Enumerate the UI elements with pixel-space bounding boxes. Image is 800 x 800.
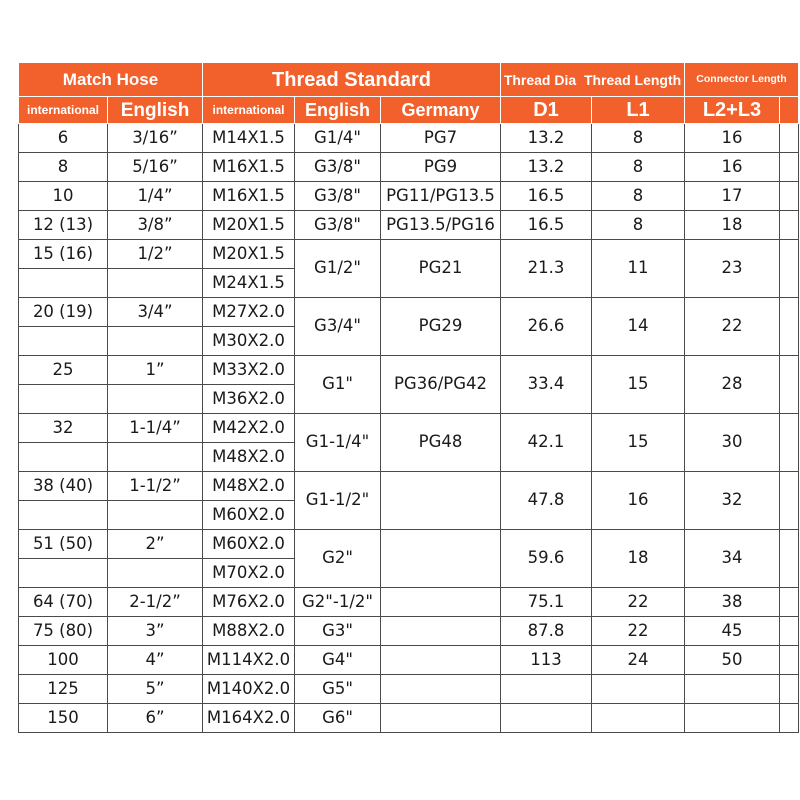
extra-cell <box>780 617 799 646</box>
hose-english-cell: 4” <box>108 646 203 675</box>
thread-international-cell: M76X2.0 <box>203 588 295 617</box>
table-row <box>19 182 799 211</box>
d1-cell <box>501 704 592 733</box>
extra-cell <box>780 124 799 153</box>
header-thread-dia: Thread Dia <box>503 71 577 88</box>
thread-english-cell: G1/4" <box>295 124 381 153</box>
hose-english-cell: 2-1/2” <box>108 588 203 617</box>
hose-international-cell: 12 (13) <box>19 211 108 240</box>
thread-international-cell: M20X1.5 <box>203 211 295 240</box>
d1-cell: 21.3 <box>501 240 592 298</box>
l1-cell: 8 <box>592 182 685 211</box>
l2l3-cell: 30 <box>685 414 780 472</box>
hose-english-cell: 5/16” <box>108 153 203 182</box>
table-row <box>19 588 799 617</box>
thread-international-cell: M33X2.0 <box>203 356 295 385</box>
thread-international-cell: M60X2.0 <box>203 501 295 530</box>
hose-international-cell: 64 (70) <box>19 588 108 617</box>
extra-cell <box>780 530 799 588</box>
germany-cell: PG11/PG13.5 <box>381 182 501 211</box>
germany-cell <box>381 617 501 646</box>
thread-international-cell: M164X2.0 <box>203 704 295 733</box>
extra-cell <box>780 153 799 182</box>
germany-cell <box>381 646 501 675</box>
germany-cell: PG13.5/PG16 <box>381 211 501 240</box>
hose-international-cell <box>19 327 108 356</box>
hose-international-cell: 32 <box>19 414 108 443</box>
l2l3-cell: 18 <box>685 211 780 240</box>
l1-cell: 22 <box>592 588 685 617</box>
thread-english-cell: G1/2" <box>295 240 381 298</box>
table-row <box>19 646 799 675</box>
germany-cell <box>381 704 501 733</box>
d1-cell: 47.8 <box>501 472 592 530</box>
thread-english-cell: G2"-1/2" <box>295 588 381 617</box>
thread-international-cell: M36X2.0 <box>203 385 295 414</box>
l2l3-cell: 34 <box>685 530 780 588</box>
thread-international-cell: M27X2.0 <box>203 298 295 327</box>
hose-international-cell: 8 <box>19 153 108 182</box>
d1-cell: 75.1 <box>501 588 592 617</box>
hose-international-cell: 125 <box>19 675 108 704</box>
thread-spec-table <box>18 62 799 733</box>
hose-english-cell <box>108 385 203 414</box>
extra-cell <box>780 240 799 298</box>
thread-international-cell: M60X2.0 <box>203 530 295 559</box>
hose-english-cell: 1/2” <box>108 240 203 269</box>
germany-cell: PG9 <box>381 153 501 182</box>
hose-international-cell: 51 (50) <box>19 530 108 559</box>
thread-english-cell: G3/4" <box>295 298 381 356</box>
l2l3-cell: 50 <box>685 646 780 675</box>
germany-cell: PG48 <box>381 414 501 472</box>
spec-table-container <box>18 62 799 733</box>
thread-international-cell: M16X1.5 <box>203 153 295 182</box>
hose-english-cell: 1-1/2” <box>108 472 203 501</box>
germany-cell: PG7 <box>381 124 501 153</box>
thread-international-cell: M48X2.0 <box>203 472 295 501</box>
l1-cell <box>592 675 685 704</box>
table-row <box>19 617 799 646</box>
thread-international-cell: M48X2.0 <box>203 443 295 472</box>
header-match-hose: Match Hose <box>19 63 203 97</box>
header-thread-international: international <box>203 97 295 124</box>
germany-cell: PG21 <box>381 240 501 298</box>
d1-cell <box>501 675 592 704</box>
l2l3-cell: 38 <box>685 588 780 617</box>
l1-cell: 8 <box>592 211 685 240</box>
d1-cell: 13.2 <box>501 153 592 182</box>
header-thread-dia-length <box>501 63 685 97</box>
d1-cell: 42.1 <box>501 414 592 472</box>
header-germany: Germany <box>381 97 501 124</box>
hose-english-cell: 1/4” <box>108 182 203 211</box>
hose-international-cell: 20 (19) <box>19 298 108 327</box>
l2l3-cell: 28 <box>685 356 780 414</box>
thread-international-cell: M88X2.0 <box>203 617 295 646</box>
hose-international-cell: 38 (40) <box>19 472 108 501</box>
thread-english-cell: G3" <box>295 617 381 646</box>
germany-cell: PG29 <box>381 298 501 356</box>
hose-english-cell: 3/4” <box>108 298 203 327</box>
l2l3-cell: 16 <box>685 124 780 153</box>
l1-cell: 24 <box>592 646 685 675</box>
header-row-1 <box>19 63 799 97</box>
thread-international-cell: M20X1.5 <box>203 240 295 269</box>
hose-english-cell <box>108 269 203 298</box>
hose-international-cell <box>19 501 108 530</box>
d1-cell: 113 <box>501 646 592 675</box>
hose-english-cell <box>108 559 203 588</box>
header-extra <box>780 97 799 124</box>
header-hose-international: international <box>19 97 108 124</box>
thread-international-cell: M140X2.0 <box>203 675 295 704</box>
extra-cell <box>780 704 799 733</box>
extra-cell <box>780 472 799 530</box>
l1-cell <box>592 704 685 733</box>
header-hose-english: English <box>108 97 203 124</box>
table-row <box>19 124 799 153</box>
d1-cell: 16.5 <box>501 211 592 240</box>
hose-english-cell: 1” <box>108 356 203 385</box>
table-row <box>19 530 799 559</box>
thread-english-cell: G6" <box>295 704 381 733</box>
table-row <box>19 153 799 182</box>
table-row <box>19 414 799 443</box>
hose-international-cell <box>19 559 108 588</box>
l1-cell: 15 <box>592 414 685 472</box>
thread-english-cell: G1-1/2" <box>295 472 381 530</box>
d1-cell: 87.8 <box>501 617 592 646</box>
extra-cell <box>780 298 799 356</box>
hose-international-cell <box>19 443 108 472</box>
header-thread-standard: Thread Standard <box>203 63 501 97</box>
hose-english-cell <box>108 501 203 530</box>
table-row <box>19 704 799 733</box>
extra-cell <box>780 356 799 414</box>
hose-english-cell <box>108 327 203 356</box>
germany-cell <box>381 472 501 530</box>
l2l3-cell: 32 <box>685 472 780 530</box>
table-row <box>19 298 799 327</box>
hose-english-cell: 3/8” <box>108 211 203 240</box>
d1-cell: 33.4 <box>501 356 592 414</box>
extra-cell <box>780 211 799 240</box>
header-thread-english: English <box>295 97 381 124</box>
germany-cell <box>381 530 501 588</box>
table-row <box>19 356 799 385</box>
l1-cell: 8 <box>592 153 685 182</box>
table-row <box>19 240 799 269</box>
thread-english-cell: G2" <box>295 530 381 588</box>
hose-international-cell: 6 <box>19 124 108 153</box>
thread-english-cell: G4" <box>295 646 381 675</box>
header-d1: D1 <box>501 97 592 124</box>
thread-english-cell: G1" <box>295 356 381 414</box>
thread-english-cell: G3/8" <box>295 153 381 182</box>
hose-international-cell: 100 <box>19 646 108 675</box>
l1-cell: 8 <box>592 124 685 153</box>
header-thread-length: Thread Length <box>583 71 682 88</box>
hose-international-cell <box>19 385 108 414</box>
hose-english-cell: 3/16” <box>108 124 203 153</box>
thread-english-cell: G3/8" <box>295 211 381 240</box>
l2l3-cell: 16 <box>685 153 780 182</box>
thread-international-cell: M16X1.5 <box>203 182 295 211</box>
thread-english-cell: G1-1/4" <box>295 414 381 472</box>
d1-cell: 13.2 <box>501 124 592 153</box>
l2l3-cell: 22 <box>685 298 780 356</box>
hose-international-cell: 15 (16) <box>19 240 108 269</box>
hose-english-cell: 6” <box>108 704 203 733</box>
l2l3-cell <box>685 704 780 733</box>
thread-international-cell: M42X2.0 <box>203 414 295 443</box>
d1-cell: 16.5 <box>501 182 592 211</box>
l1-cell: 16 <box>592 472 685 530</box>
header-row-2 <box>19 97 799 124</box>
thread-international-cell: M24X1.5 <box>203 269 295 298</box>
extra-cell <box>780 414 799 472</box>
thread-international-cell: M70X2.0 <box>203 559 295 588</box>
table-row <box>19 472 799 501</box>
l1-cell: 14 <box>592 298 685 356</box>
extra-cell <box>780 646 799 675</box>
l2l3-cell: 45 <box>685 617 780 646</box>
header-connector-length: Connector Length <box>685 63 799 97</box>
extra-cell <box>780 588 799 617</box>
thread-english-cell: G3/8" <box>295 182 381 211</box>
extra-cell <box>780 675 799 704</box>
header-l2l3: L2+L3 <box>685 97 780 124</box>
hose-international-cell: 75 (80) <box>19 617 108 646</box>
hose-english-cell: 5” <box>108 675 203 704</box>
hose-english-cell: 1-1/4” <box>108 414 203 443</box>
hose-international-cell: 10 <box>19 182 108 211</box>
table-row <box>19 211 799 240</box>
germany-cell: PG36/PG42 <box>381 356 501 414</box>
table-row <box>19 675 799 704</box>
d1-cell: 59.6 <box>501 530 592 588</box>
l1-cell: 18 <box>592 530 685 588</box>
germany-cell <box>381 588 501 617</box>
l2l3-cell: 23 <box>685 240 780 298</box>
hose-english-cell: 3” <box>108 617 203 646</box>
l1-cell: 11 <box>592 240 685 298</box>
l1-cell: 15 <box>592 356 685 414</box>
thread-international-cell: M14X1.5 <box>203 124 295 153</box>
l1-cell: 22 <box>592 617 685 646</box>
header-l1: L1 <box>592 97 685 124</box>
hose-international-cell: 25 <box>19 356 108 385</box>
thread-english-cell: G5" <box>295 675 381 704</box>
germany-cell <box>381 675 501 704</box>
hose-international-cell <box>19 269 108 298</box>
hose-international-cell: 150 <box>19 704 108 733</box>
d1-cell: 26.6 <box>501 298 592 356</box>
l2l3-cell: 17 <box>685 182 780 211</box>
hose-english-cell <box>108 443 203 472</box>
extra-cell <box>780 182 799 211</box>
hose-english-cell: 2” <box>108 530 203 559</box>
thread-international-cell: M114X2.0 <box>203 646 295 675</box>
l2l3-cell <box>685 675 780 704</box>
thread-international-cell: M30X2.0 <box>203 327 295 356</box>
